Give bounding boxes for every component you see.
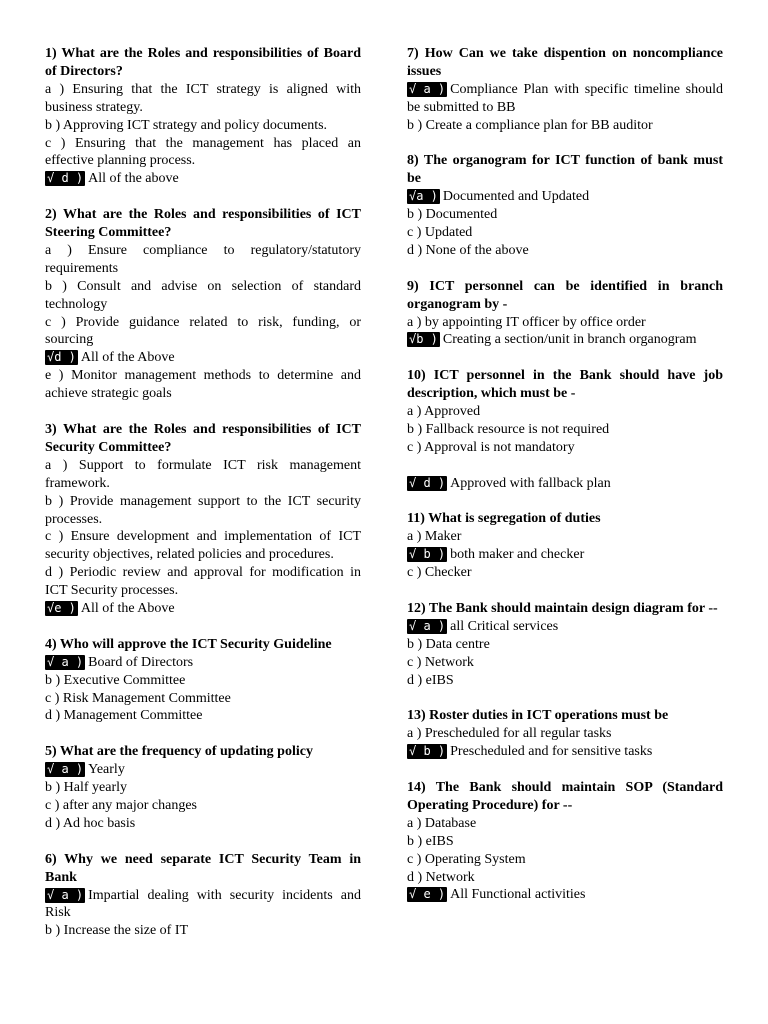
question-title: 7) How Can we take dispention on noncompliance issues [407, 46, 723, 79]
option-text: b ) Consult and advise on selection of standard technology [45, 278, 361, 312]
answer-option [45, 564, 361, 600]
option-text: Creating a section/unit in branch organogram [442, 332, 697, 348]
option-text: d ) None of the above [407, 242, 529, 258]
answer-option [407, 117, 723, 135]
answer-option-correct [45, 600, 361, 618]
answer-option [407, 833, 723, 851]
answer-option-correct [407, 475, 723, 493]
question-block [407, 45, 723, 135]
answer-option-correct [45, 887, 361, 923]
option-text: d ) Network [407, 869, 475, 885]
option-text: a ) Database [407, 815, 477, 831]
correct-answer-marker: √b ) [409, 332, 438, 347]
question-title: 4) Who will approve the ICT Security Guideline [45, 636, 332, 652]
option-text: Compliance Plan with specific timeline should be submitted to BB [407, 81, 723, 115]
question-title: 6) Why we need separate ICT Security Team in Bank [45, 851, 361, 885]
answer-option [407, 851, 723, 869]
answer-option [45, 242, 361, 278]
option-text: both maker and checker [450, 547, 585, 563]
question-block [407, 367, 723, 492]
answer-option [45, 117, 361, 135]
question-block [45, 636, 361, 726]
option-text: c ) Risk Management Committee [45, 690, 231, 706]
correct-answer-marker: √ a ) [47, 762, 84, 777]
question-title: 14) The Bank should maintain SOP (Standard Operating Procedure) for -- [407, 780, 723, 813]
answer-option [407, 314, 723, 332]
answer-option [407, 636, 723, 654]
answer-option-correct [407, 188, 723, 206]
correct-answer-marker: √ d ) [409, 475, 446, 490]
option-text: a ) Prescheduled for all regular tasks [407, 726, 612, 742]
question-title: 13) Roster duties in ICT operations must be [407, 708, 669, 724]
option-text: b ) Data centre [407, 636, 490, 652]
correct-answer-marker: √ d ) [47, 171, 84, 186]
option-text: a ) Maker [407, 529, 462, 545]
answer-option [407, 672, 723, 690]
option-text: d ) Management Committee [45, 708, 203, 724]
question-block [407, 707, 723, 761]
answer-option [407, 725, 723, 743]
option-text: Documented and Updated [442, 189, 590, 205]
answer-option-correct [45, 349, 361, 367]
answer-option [407, 206, 723, 224]
answer-option [45, 528, 361, 564]
question-block [407, 278, 723, 350]
question-title: 5) What are the frequency of updating policy [45, 744, 313, 760]
answer-option-correct [407, 886, 723, 904]
option-text: c ) after any major changes [45, 798, 197, 813]
option-text: e ) Monitor management methods to determine and achieve strategic goals [45, 368, 361, 402]
option-text: b ) eIBS [407, 833, 454, 849]
question-title: 3) What are the Roles and responsibilities of ICT Security Committee? [45, 422, 361, 455]
option-text: b ) Documented [407, 207, 498, 223]
question-title: 12) The Bank should maintain design diagram for -- [407, 601, 718, 616]
option-text: b ) Create a compliance plan for BB auditor [407, 117, 653, 133]
question-block [407, 152, 723, 259]
option-text: Impartial dealing with security incidents and Risk [45, 887, 361, 921]
option-text: c ) Ensure development and implementation of ICT security objectives, related policies and procedures. [45, 529, 361, 563]
correct-answer-marker: √e ) [47, 601, 76, 616]
option-text: c ) Updated [407, 225, 473, 241]
question-title: 10) ICT personnel in the Bank should have job description, which must be - [407, 368, 723, 402]
answer-option [407, 869, 723, 887]
option-text: d ) Ad hoc basis [45, 815, 136, 831]
option-text: Yearly [88, 762, 125, 778]
question-title: 8) The organogram for ICT function of bank must be [407, 153, 723, 187]
option-text: c ) Checker [407, 565, 472, 581]
correct-answer-marker: √ a ) [47, 887, 84, 902]
option-text: all Critical services [450, 618, 559, 634]
answer-option [45, 779, 361, 797]
correct-answer-marker: √ b ) [409, 744, 446, 759]
option-text: a ) Approved [407, 404, 481, 420]
answer-option-correct [407, 743, 723, 761]
option-text: a ) Ensuring that the ICT strategy is aligned with business strategy. [45, 81, 361, 115]
answer-option-correct [407, 546, 723, 564]
option-text: All of the above [88, 171, 179, 187]
correct-answer-marker: √ b ) [409, 547, 446, 562]
option-text: a ) Support to formulate ICT risk management framework. [45, 457, 361, 491]
answer-option [407, 242, 723, 260]
question-block [45, 206, 361, 403]
answer-option [45, 81, 361, 117]
correct-answer-marker: √ e ) [409, 887, 446, 902]
answer-option-correct [45, 761, 361, 779]
answer-option [407, 528, 723, 546]
option-text: c ) Provide guidance related to risk, funding, or sourcing [45, 314, 361, 348]
answer-option-correct [45, 654, 361, 672]
question-block [407, 510, 723, 582]
answer-option [45, 314, 361, 350]
question-title: 2) What are the Roles and responsibilities of ICT Steering Committee? [45, 207, 361, 241]
question-block [407, 779, 723, 904]
answer-option [407, 654, 723, 672]
answer-option [45, 815, 361, 833]
option-text: b ) Half yearly [45, 780, 128, 796]
answer-option [45, 922, 361, 940]
option-text: b ) Fallback resource is not required [407, 421, 610, 437]
option-text: c ) Approval is not mandatory [407, 439, 575, 455]
answer-option [407, 224, 723, 242]
question-title: 1) What are the Roles and responsibilities of Board of Directors? [45, 46, 361, 79]
option-text: c ) Ensuring that the management has placed an effective planning process. [45, 135, 361, 169]
correct-answer-marker: √a ) [409, 189, 438, 204]
answer-option [45, 457, 361, 493]
option-text: All of the Above [80, 601, 175, 617]
answer-option [407, 564, 723, 582]
answer-option-correct [407, 81, 723, 117]
answer-option [45, 278, 361, 314]
right-column [407, 45, 723, 922]
option-text: Board of Directors [88, 654, 194, 670]
answer-option [407, 421, 723, 439]
question-block [407, 600, 723, 690]
correct-answer-marker: √ a ) [409, 81, 446, 96]
correct-answer-marker: √d ) [47, 350, 76, 365]
answer-option [45, 690, 361, 708]
answer-option-correct [407, 618, 723, 636]
answer-option [45, 797, 361, 815]
option-text: c ) Network [407, 654, 474, 670]
option-text: a ) by appointing IT officer by office order [407, 314, 646, 330]
option-text: a ) Ensure compliance to regulatory/statutory requirements [45, 242, 361, 276]
option-text: b ) Approving ICT strategy and policy documents. [45, 117, 328, 133]
answer-option [407, 403, 723, 421]
option-text: Approved with fallback plan [450, 475, 611, 491]
correct-answer-marker: √ a ) [409, 618, 446, 633]
option-text: Prescheduled and for sensitive tasks [450, 744, 653, 760]
answer-option [407, 439, 723, 457]
question-block [45, 743, 361, 833]
option-text: d ) Periodic review and approval for modification in ICT Security processes. [45, 565, 361, 599]
answer-option [45, 493, 361, 529]
option-text: All Functional activities [450, 887, 586, 903]
question-block [45, 851, 361, 941]
question-title: 9) ICT personnel can be identified in branch organogram by - [407, 278, 723, 312]
answer-option [45, 672, 361, 690]
question-title: 11) What is segregation of duties [407, 511, 601, 527]
answer-option [45, 707, 361, 725]
answer-option [45, 135, 361, 171]
option-text: b ) Executive Committee [45, 672, 186, 688]
option-text: c ) Operating System [407, 851, 526, 867]
question-block [45, 45, 361, 188]
option-text: All of the Above [80, 350, 175, 366]
answer-option-correct [45, 170, 361, 188]
answer-option-correct [407, 331, 723, 349]
answer-option [407, 815, 723, 833]
option-text: d ) eIBS [407, 672, 454, 688]
left-column [45, 45, 361, 958]
question-block [45, 421, 361, 618]
correct-answer-marker: √ a ) [47, 654, 84, 669]
answer-option [45, 367, 361, 403]
option-text: b ) Provide management support to the ICT security processes. [45, 493, 361, 527]
option-text: b ) Increase the size of IT [45, 923, 189, 939]
